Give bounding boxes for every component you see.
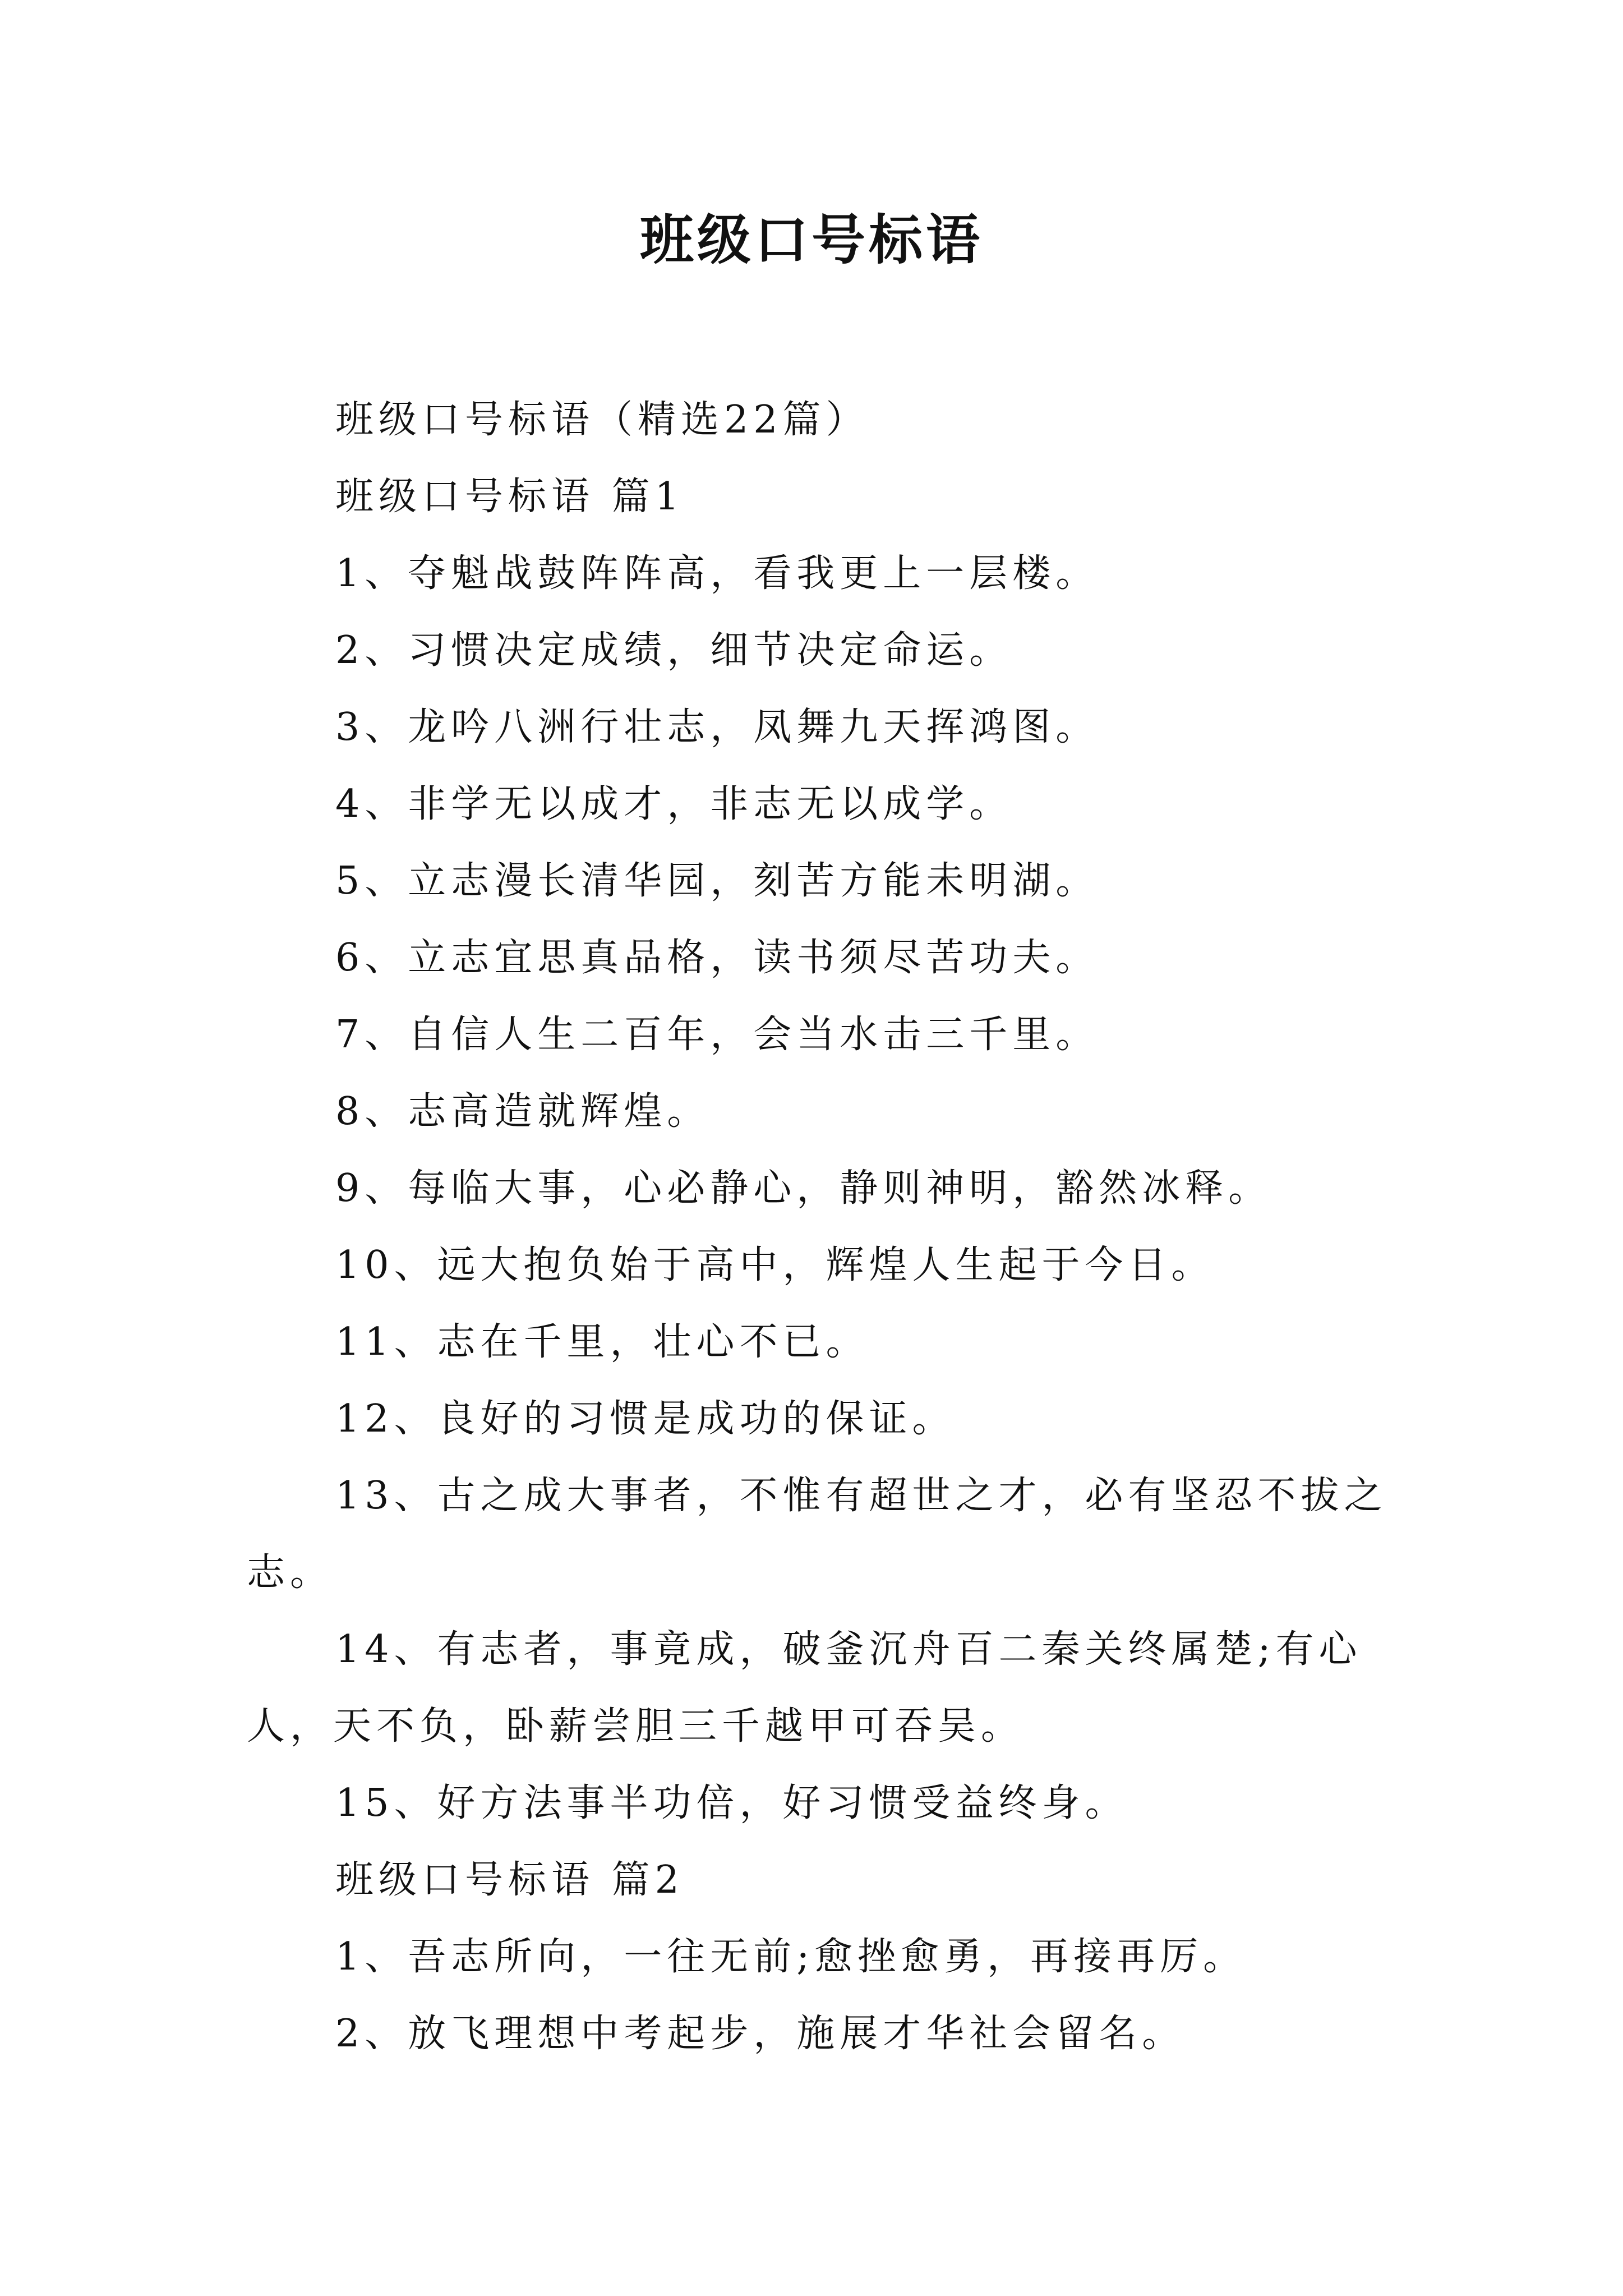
slogan-item: 9、每临大事，心必静心，静则神明，豁然冰释。 (335, 1166, 1272, 1211)
section-heading: 班级口号标语 篇1 (335, 475, 684, 519)
document-body (247, 381, 1396, 2072)
slogan-item: 12、良好的习惯是成功的保证。 (335, 1397, 956, 1441)
slogan-item: 14、有志者，事竟成，破釜沉舟百二秦关终属楚;有心人，天不负，卧薪尝胆三千越甲可吞吴。 (247, 1627, 1362, 1749)
slogan-item: 6、立志宜思真品格，读书须尽苦功夫。 (335, 936, 1099, 980)
slogan-item: 3、龙吟八洲行壮志，凤舞九天挥鸿图。 (335, 705, 1099, 749)
document-subtitle: 班级口号标语（精选22篇） (335, 398, 869, 442)
slogan-item: 4、非学无以成才，非志无以成学。 (335, 782, 1013, 826)
slogan-item: 15、好方法事半功倍，好习惯受益终身。 (335, 1781, 1128, 1825)
slogan-item: 2、放飞理想中考起步，施展才华社会留名。 (335, 2012, 1186, 2056)
slogan-item: 8、志高造就辉煌。 (335, 1089, 711, 1134)
slogan-item: 2、习惯决定成绩，细节决定命运。 (335, 628, 1013, 673)
slogan-item: 1、吾志所向，一往无前;愈挫愈勇，再接再厉。 (335, 1935, 1247, 1979)
slogan-item: 13、古之成大事者，不惟有超世之才，必有坚忍不拔之志。 (247, 1474, 1387, 1595)
slogan-item: 5、立志漫长清华园，刻苦方能未明湖。 (335, 859, 1099, 903)
document-title: 班级口号标语 (640, 208, 983, 272)
slogan-item: 1、夺魁战鼓阵阵高，看我更上一层楼。 (335, 551, 1099, 596)
slogan-item: 7、自信人生二百年，会当水击三千里。 (335, 1013, 1099, 1057)
slogan-item: 10、远大抱负始于高中，辉煌人生起于今日。 (335, 1243, 1215, 1287)
section-heading: 班级口号标语 篇2 (335, 1858, 684, 1902)
slogan-item: 11、志在千里，壮心不已。 (335, 1320, 869, 1364)
